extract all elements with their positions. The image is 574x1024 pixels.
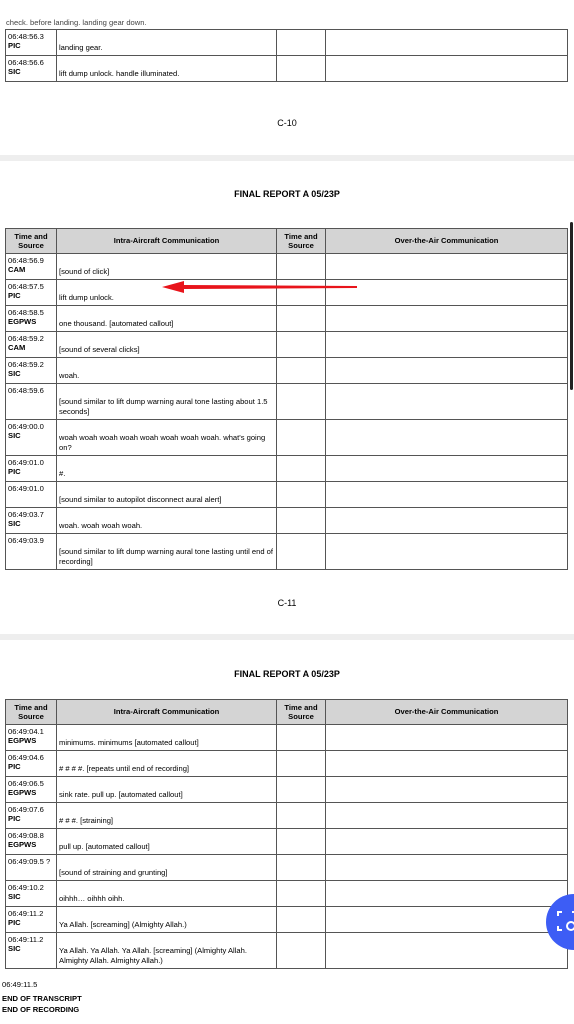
timestamp: 06:48:59.2 bbox=[8, 360, 44, 369]
intra-aircraft-message: [sound of several clicks] bbox=[57, 332, 277, 358]
scan-icon bbox=[556, 909, 574, 933]
air-message-cell bbox=[326, 751, 568, 777]
intra-aircraft-message: # # #. [straining] bbox=[57, 803, 277, 829]
air-time-cell bbox=[277, 829, 326, 855]
air-time-cell bbox=[277, 751, 326, 777]
air-time-cell bbox=[277, 30, 326, 56]
air-message-cell bbox=[326, 332, 568, 358]
table-row bbox=[6, 384, 568, 420]
source-label: PIC bbox=[8, 814, 21, 824]
air-time-cell bbox=[277, 384, 326, 420]
table-row bbox=[6, 829, 568, 855]
time-source-cell bbox=[6, 384, 57, 420]
timestamp: 06:49:00.0 bbox=[8, 422, 44, 431]
page-separator bbox=[0, 634, 574, 640]
table-row bbox=[6, 332, 568, 358]
table-row bbox=[6, 777, 568, 803]
timestamp: 06:49:11.2 bbox=[8, 909, 44, 918]
transcript-table-bottom bbox=[5, 699, 568, 969]
intra-aircraft-message: minimums. minimums [automated callout] bbox=[57, 725, 277, 751]
timestamp: 06:48:59.6 bbox=[8, 386, 44, 395]
air-time-cell bbox=[277, 482, 326, 508]
air-message-cell bbox=[326, 933, 568, 969]
air-time-cell bbox=[277, 358, 326, 384]
intra-aircraft-message: Ya Allah. Ya Allah. Ya Allah. [screaming] (Almighty Allah. Almighty Allah. Almighty Allah.) bbox=[57, 933, 277, 969]
end-recording-label: END OF RECORDING bbox=[2, 1004, 80, 1014]
intra-aircraft-message: one thousand. [automated callout] bbox=[57, 306, 277, 332]
table-row bbox=[6, 254, 568, 280]
source-label: EGPWS bbox=[8, 840, 37, 850]
table-row bbox=[6, 534, 568, 570]
air-time-cell bbox=[277, 777, 326, 803]
air-time-cell bbox=[277, 332, 326, 358]
col-header-time: Time and Source bbox=[6, 700, 57, 725]
table-row bbox=[6, 881, 568, 907]
air-time-cell bbox=[277, 534, 326, 570]
page-separator bbox=[0, 155, 574, 161]
intra-aircraft-message: lift dump unlock. bbox=[57, 280, 277, 306]
report-title: FINAL REPORT A 05/23P bbox=[234, 189, 340, 199]
air-message-cell bbox=[326, 384, 568, 420]
col-header-air: Over-the-Air Communication bbox=[326, 229, 568, 254]
annotation-arrow-icon bbox=[162, 280, 357, 294]
intra-aircraft-message: landing gear. bbox=[57, 30, 277, 56]
table-row bbox=[6, 907, 568, 933]
time-source-cell bbox=[6, 881, 57, 907]
timestamp: 06:49:01.0 bbox=[8, 458, 44, 467]
air-message-cell bbox=[326, 56, 568, 82]
time-source-cell bbox=[6, 420, 57, 456]
air-time-cell bbox=[277, 456, 326, 482]
source-label: PIC bbox=[8, 918, 21, 928]
end-transcript-label: END OF TRANSCRIPT bbox=[2, 994, 82, 1004]
table-row bbox=[6, 56, 568, 82]
air-message-cell bbox=[326, 420, 568, 456]
timestamp: 06:49:04.6 bbox=[8, 753, 44, 762]
source-label: PIC bbox=[8, 762, 21, 772]
air-time-cell bbox=[277, 881, 326, 907]
source-label: PIC bbox=[8, 41, 21, 51]
air-message-cell bbox=[326, 803, 568, 829]
intra-aircraft-message: woah. bbox=[57, 358, 277, 384]
table-row bbox=[6, 751, 568, 777]
table-row bbox=[6, 855, 568, 881]
timestamp: 06:49:01.0 bbox=[8, 484, 44, 493]
intra-aircraft-message: [sound similar to lift dump warning aural tone lasting until end of recording] bbox=[57, 534, 277, 570]
intra-aircraft-message: # # # #. [repeats until end of recording] bbox=[57, 751, 277, 777]
intra-aircraft-message: sink rate. pull up. [automated callout] bbox=[57, 777, 277, 803]
time-source-cell bbox=[6, 254, 57, 280]
col-header-time2: Time and Source bbox=[277, 229, 326, 254]
air-time-cell bbox=[277, 508, 326, 534]
table-row bbox=[6, 456, 568, 482]
air-message-cell bbox=[326, 777, 568, 803]
time-source-cell bbox=[6, 777, 57, 803]
timestamp: 06:48:58.5 bbox=[8, 308, 44, 317]
report-title: FINAL REPORT A 05/23P bbox=[234, 669, 340, 679]
air-message-cell bbox=[326, 881, 568, 907]
col-header-time2: Time and Source bbox=[277, 700, 326, 725]
time-source-cell bbox=[6, 280, 57, 306]
air-message-cell bbox=[326, 306, 568, 332]
air-message-cell bbox=[326, 482, 568, 508]
source-label: SIC bbox=[8, 67, 21, 77]
intra-aircraft-message: [sound similar to lift dump warning aural tone lasting about 1.5 seconds] bbox=[57, 384, 277, 420]
source-label: EGPWS bbox=[8, 736, 37, 746]
intra-aircraft-message: oihhh… oihhh oihh. bbox=[57, 881, 277, 907]
time-source-cell bbox=[6, 725, 57, 751]
air-message-cell bbox=[326, 254, 568, 280]
table-row bbox=[6, 725, 568, 751]
table-row bbox=[6, 508, 568, 534]
source-label: EGPWS bbox=[8, 788, 37, 798]
intra-aircraft-message: [sound of straining and grunting] bbox=[57, 855, 277, 881]
page-number: C-10 bbox=[277, 118, 297, 128]
status-bar bbox=[0, 0, 574, 18]
source-label: SIC bbox=[8, 431, 21, 441]
air-time-cell bbox=[277, 855, 326, 881]
air-time-cell bbox=[277, 907, 326, 933]
intra-aircraft-message: [sound of click] bbox=[57, 254, 277, 280]
timestamp: 06:48:59.2 bbox=[8, 334, 44, 343]
table-row bbox=[6, 420, 568, 456]
timestamp: 06:48:56.9 bbox=[8, 256, 44, 265]
intra-aircraft-message: woah. woah woah woah. bbox=[57, 508, 277, 534]
air-time-cell bbox=[277, 306, 326, 332]
source-label: CAM bbox=[8, 265, 26, 275]
time-source-cell bbox=[6, 332, 57, 358]
intra-aircraft-message: Ya Allah. [screaming] (Almighty Allah.) bbox=[57, 907, 277, 933]
time-source-cell bbox=[6, 803, 57, 829]
scrollbar[interactable] bbox=[570, 222, 573, 390]
time-source-cell bbox=[6, 534, 57, 570]
timestamp: 06:49:03.7 bbox=[8, 510, 44, 519]
timestamp: 06:49:07.6 bbox=[8, 805, 44, 814]
time-source-cell bbox=[6, 933, 57, 969]
intra-aircraft-message: #. bbox=[57, 456, 277, 482]
air-time-cell bbox=[277, 725, 326, 751]
source-label: SIC bbox=[8, 944, 21, 954]
end-of-transcript bbox=[2, 978, 82, 1017]
air-message-cell bbox=[326, 855, 568, 881]
timestamp: 06:49:11.2 bbox=[8, 935, 44, 944]
time-source-cell bbox=[6, 855, 57, 881]
table-row bbox=[6, 482, 568, 508]
source-label: SIC bbox=[8, 892, 21, 902]
air-message-cell bbox=[326, 829, 568, 855]
col-header-intra: Intra-Aircraft Communication bbox=[57, 229, 277, 254]
intra-aircraft-message: pull up. [automated callout] bbox=[57, 829, 277, 855]
time-source-cell bbox=[6, 30, 57, 56]
time-source-cell bbox=[6, 829, 57, 855]
time-source-cell bbox=[6, 508, 57, 534]
timestamp: 06:48:56.6 bbox=[8, 58, 44, 67]
page-number: C-11 bbox=[277, 598, 297, 608]
intra-aircraft-message: woah woah woah woah woah woah woah woah. what's going on? bbox=[57, 420, 277, 456]
air-message-cell bbox=[326, 280, 568, 306]
cut-off-text: check. before landing. landing gear down. bbox=[6, 18, 147, 27]
air-message-cell bbox=[326, 30, 568, 56]
timestamp: 06:49:03.9 bbox=[8, 536, 44, 545]
timestamp: 06:49:09.5 ? bbox=[8, 857, 51, 866]
col-header-time: Time and Source bbox=[6, 229, 57, 254]
transcript-table-top bbox=[5, 29, 568, 82]
time-source-cell bbox=[6, 751, 57, 777]
time-source-cell bbox=[6, 358, 57, 384]
air-time-cell bbox=[277, 933, 326, 969]
source-label: CAM bbox=[8, 343, 26, 353]
table-row bbox=[6, 933, 568, 969]
timestamp: 06:49:04.1 bbox=[8, 727, 44, 736]
source-label: SIC bbox=[8, 369, 21, 379]
col-header-intra: Intra-Aircraft Communication bbox=[57, 700, 277, 725]
time-source-cell bbox=[6, 56, 57, 82]
intra-aircraft-message: lift dump unlock. handle illuminated. bbox=[57, 56, 277, 82]
air-message-cell bbox=[326, 508, 568, 534]
timestamp: 06:49:08.8 bbox=[8, 831, 44, 840]
table-row bbox=[6, 30, 568, 56]
intra-aircraft-message: [sound similar to autopilot disconnect aural alert] bbox=[57, 482, 277, 508]
time-source-cell bbox=[6, 306, 57, 332]
timestamp: 06:48:57.5 bbox=[8, 282, 44, 291]
table-row bbox=[6, 306, 568, 332]
source-label: PIC bbox=[8, 467, 21, 477]
air-message-cell bbox=[326, 907, 568, 933]
source-label: EGPWS bbox=[8, 317, 37, 327]
timestamp: 06:48:56.3 bbox=[8, 32, 44, 41]
air-message-cell bbox=[326, 358, 568, 384]
air-time-cell bbox=[277, 254, 326, 280]
table-row bbox=[6, 358, 568, 384]
table-row bbox=[6, 803, 568, 829]
air-message-cell bbox=[326, 725, 568, 751]
end-time: 06:49:11.5 bbox=[2, 980, 38, 989]
air-time-cell bbox=[277, 56, 326, 82]
time-source-cell bbox=[6, 456, 57, 482]
time-source-cell bbox=[6, 482, 57, 508]
time-source-cell bbox=[6, 907, 57, 933]
source-label: SIC bbox=[8, 519, 21, 529]
col-header-air: Over-the-Air Communication bbox=[326, 700, 568, 725]
timestamp: 06:49:06.5 bbox=[8, 779, 44, 788]
source-label: PIC bbox=[8, 291, 21, 301]
air-time-cell bbox=[277, 803, 326, 829]
air-time-cell bbox=[277, 420, 326, 456]
air-message-cell bbox=[326, 456, 568, 482]
timestamp: 06:49:10.2 bbox=[8, 883, 44, 892]
air-message-cell bbox=[326, 534, 568, 570]
